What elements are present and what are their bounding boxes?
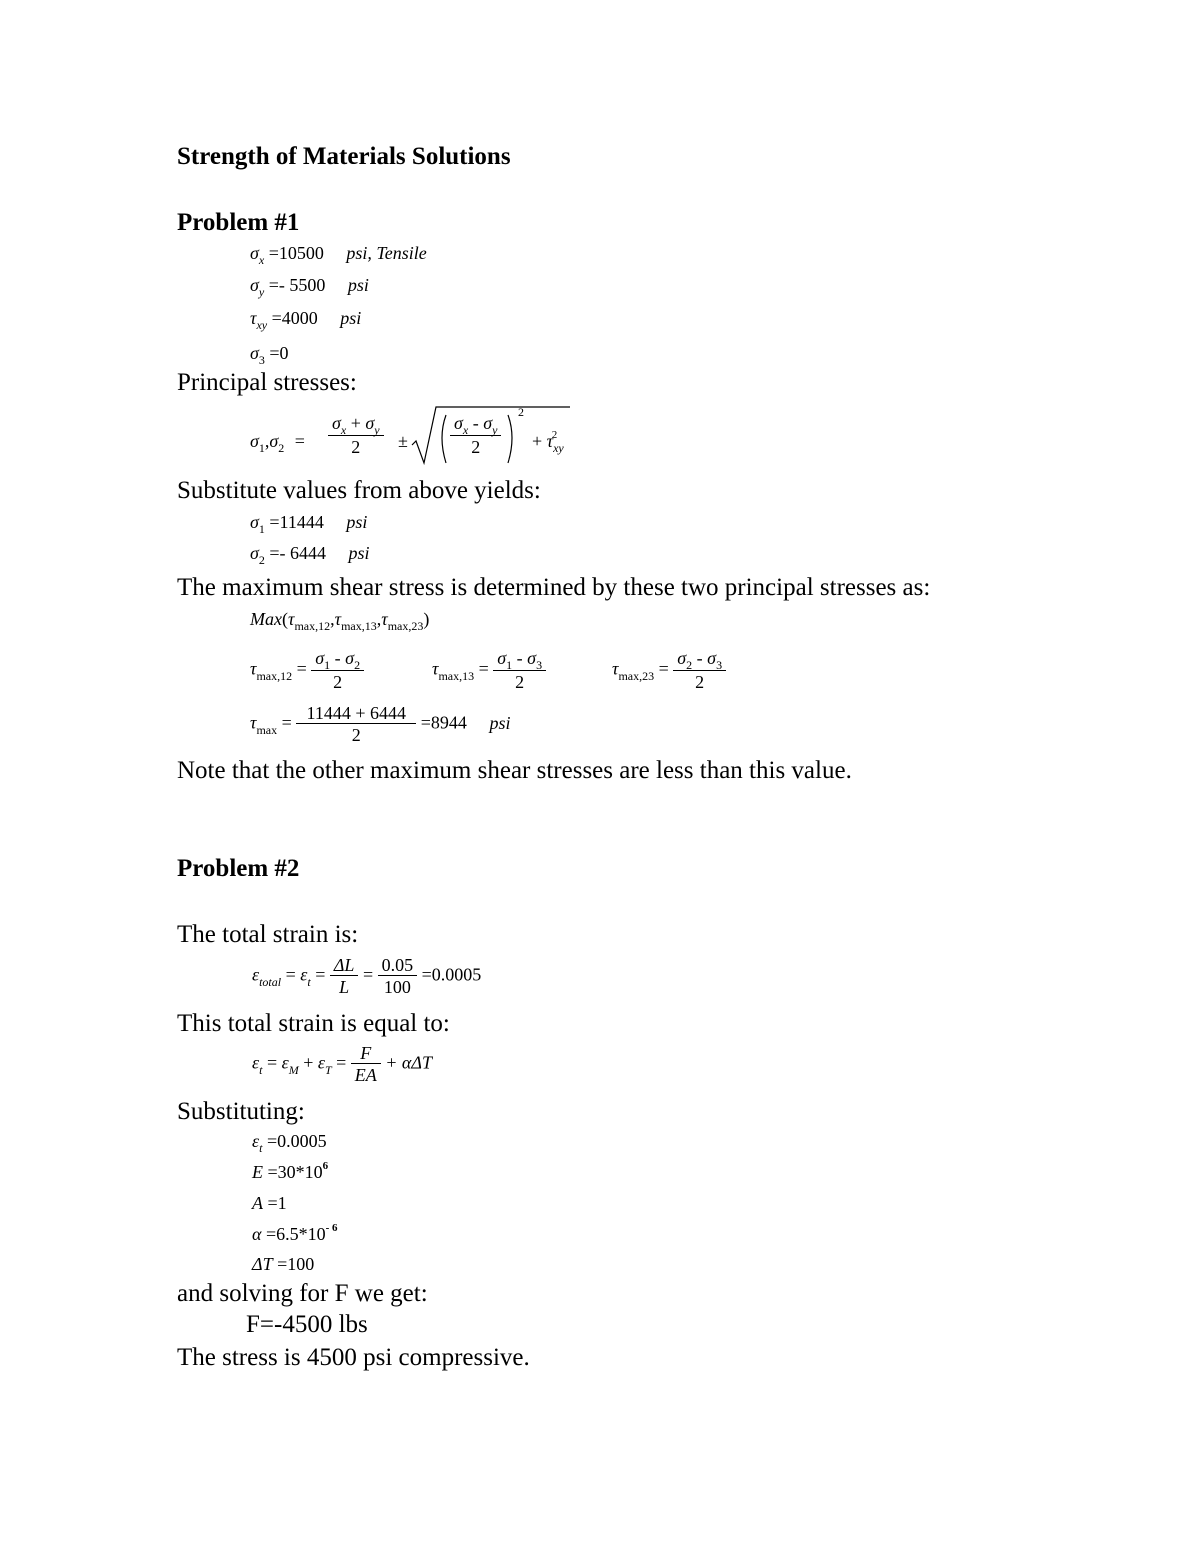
- max-shear-label: The maximum shear stress is determined by these two principal stresses as:: [177, 574, 931, 601]
- tau-max-12-formula: $\tau_{max,12}$ = $\frac{\sigma_1 - \sigma_2}{2}$: [250, 648, 364, 693]
- problem-1-heading: Problem #1: [177, 209, 300, 236]
- stress-result: The stress is 4500 psi compressive.: [177, 1344, 530, 1371]
- value-strain: $\varepsilon_t =0.0005$: [252, 1131, 327, 1155]
- max-expression: $Max(\tau_{max,12},\tau_{max,13},\tau_{max,23})$: [250, 609, 430, 633]
- value-area: A =1: [252, 1193, 287, 1213]
- tau-max-result: $\tau_{max}$ = $\frac{11444 + 6444}{2}$ =8944 psi: [250, 703, 511, 745]
- force-result: F=-4500 lbs: [246, 1311, 368, 1338]
- value-delta-t: ΔT =100: [252, 1254, 315, 1274]
- problem-2-heading: Problem #2: [177, 855, 300, 882]
- page: Strength of Materials Solutions Problem #1 $\sigma_x =10500$ psi, Tensile $\sigma_y =- 5500$ psi $\tau_{xy} =4000$ psi $\sigma_3 =0$ Principal stresses: $\sigma_1,\sigma_2$ = $\frac{\sigma_x + \sigma_y}{2}$ ± $\frac{\sigma_x - \sigma_y}{2}$ 2 + $\tau_{xy}^2$ Substitute values from above yields: $\sigma_1 =11444$ psi $\sigma_2 =- 6444$ psi The maximum shear stress is determined by these two principal stresses as: $Max(\tau_{max,12},\tau_{max,13},\tau_{max,23})$ $\tau_{max,12}$ = $\frac{\sigma_1 - \sigma_2}{2}$ $\tau_{max,13}$ = $\frac{\sigma_1 - \sigma_3}{2}$ $\tau_{max,23}$ = $\frac{\sigma_2 - \sigma_3}{2}$ $\tau_{max}$ = $\frac{11444 + 6444}{2}$ =8944 psi Note that the other maximum shear stresses are less than this value. Problem #2 The total strain is: $\varepsilon_{total} = \varepsilon_t$ = $\frac{\Delta L}{L}$ = $\frac{0.05}{100}$ =0.0005 This total strain is equal to: $\varepsilon_t = \varepsilon_M + \varepsilon_T$ = $\frac{F}{EA}$ + αΔT Substituting: $\varepsilon_t =0.0005$ $E =30*10^6$ A =1 $\alpha =6.5*10^{- 6}$ ΔT =100 and solving for F we get: F=-4500 lbs The stress is 4500 psi compressive.: [177, 143, 931, 1371]
- substitute-label: Substitute values from above yields:: [177, 477, 541, 504]
- tau-max-23-formula: $\tau_{max,23}$ = $\frac{\sigma_2 - \sigma_3}{2}$: [612, 648, 726, 693]
- sigma-3-line: $\sigma_3 =0$: [250, 343, 289, 367]
- tau-xy-line: $\tau_{xy} =4000$ psi: [250, 308, 362, 332]
- total-strain-equation: $\varepsilon_{total} = \varepsilon_t$ = $\frac{\Delta L}{L}$ = $\frac{0.05}{100}$ =0.0005: [252, 955, 482, 997]
- value-alpha: $\alpha =6.5*10^{- 6}$: [252, 1222, 338, 1244]
- strain-split-equation: $\varepsilon_t = \varepsilon_M + \varepsilon_T$ = $\frac{F}{EA}$ + αΔT: [252, 1043, 432, 1085]
- sigma-y-line: $\sigma_y =- 5500$ psi: [250, 275, 369, 299]
- principal-stresses-label: Principal stresses:: [177, 369, 357, 396]
- sigma-2-result: $\sigma_2 =- 6444$ psi: [250, 543, 370, 567]
- document-title: Strength of Materials Solutions: [177, 143, 511, 170]
- fraction-mean: $\frac{\sigma_x + \sigma_y}{2}$: [328, 413, 384, 458]
- solve-label: and solving for F we get:: [177, 1280, 428, 1307]
- value-modulus: $E =30*10^6$: [252, 1160, 329, 1182]
- note-line: Note that the other maximum shear stresses are less than this value.: [177, 757, 852, 784]
- substituting-label: Substituting:: [177, 1098, 305, 1125]
- tau-max-13-formula: $\tau_{max,13}$ = $\frac{\sigma_1 - \sigma_3}{2}$: [432, 648, 546, 693]
- fraction-radius: $\frac{\sigma_x - \sigma_y}{2}$: [450, 413, 501, 458]
- sigma-1-result: $\sigma_1 =11444$ psi: [250, 512, 368, 536]
- equal-to-label: This total strain is equal to:: [177, 1010, 450, 1037]
- total-strain-label: The total strain is:: [177, 921, 359, 948]
- sigma-x-line: $\sigma_x =10500$ psi, Tensile: [250, 243, 427, 267]
